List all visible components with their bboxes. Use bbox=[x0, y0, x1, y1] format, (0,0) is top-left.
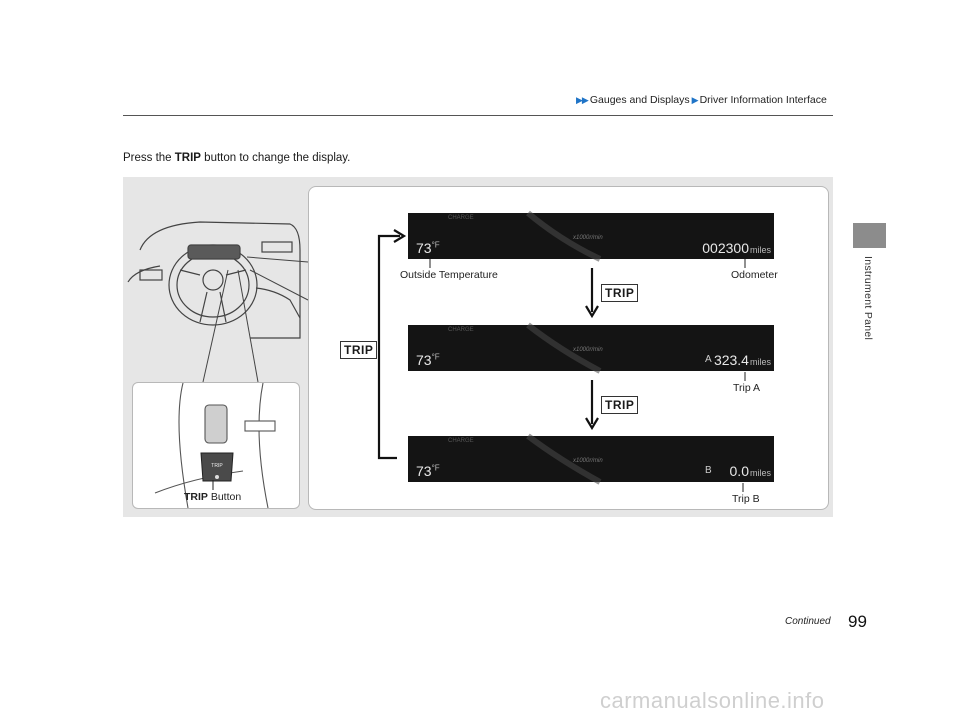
continued-note: Continued bbox=[785, 616, 831, 627]
trip-a-value: 323.4miles bbox=[713, 352, 771, 368]
charge-label: CHARGE bbox=[448, 327, 474, 333]
svg-text:TRIP: TRIP bbox=[211, 463, 223, 469]
rpm-scale-label: x1000r/min bbox=[573, 347, 603, 353]
trip-b-label: Trip B bbox=[732, 493, 760, 505]
rpm-scale-label: x1000r/min bbox=[573, 235, 603, 241]
outside-temperature-label: Outside Temperature bbox=[400, 269, 498, 281]
trip-letter: A bbox=[705, 354, 712, 365]
intro-text: Press the TRIP button to change the display. bbox=[123, 152, 351, 164]
breadcrumb-item: Driver Information Interface bbox=[699, 94, 827, 106]
charge-label: CHARGE bbox=[448, 438, 474, 444]
outside-temp-value: $73^{^\circ F}$ bbox=[416, 463, 440, 479]
trip-button-label: TRIP Button bbox=[184, 491, 242, 503]
odometer-label: Odometer bbox=[731, 269, 778, 281]
breadcrumb-item: Gauges and Displays bbox=[589, 94, 690, 106]
chapter-label: Instrument Panel bbox=[862, 256, 874, 341]
trip-key-icon: TRIP bbox=[601, 284, 638, 302]
page-number: 99 bbox=[848, 612, 867, 631]
trip-inline: TRIP bbox=[174, 152, 201, 164]
trip-key-icon: TRIP bbox=[601, 396, 638, 414]
triangle-arrow-icon: ▶ bbox=[691, 94, 698, 105]
watermark: carmanualsonline.info bbox=[600, 688, 825, 713]
trip-a-label: Trip A bbox=[733, 382, 761, 394]
odometer-value: 002300miles bbox=[702, 240, 771, 256]
rpm-scale-label: x1000r/min bbox=[573, 458, 603, 464]
trip-b-value: 0.0miles bbox=[729, 463, 771, 479]
trip-key-icon: TRIP bbox=[340, 341, 377, 359]
outside-temp-value: $73^{^\circ F}$ bbox=[416, 352, 440, 368]
trip-letter: B bbox=[705, 465, 712, 476]
charge-label: CHARGE bbox=[448, 215, 474, 221]
outside-temp-value: $73^{^\circ F}$ bbox=[416, 240, 440, 256]
triangle-arrow-icon: ▶▶ bbox=[576, 94, 588, 105]
